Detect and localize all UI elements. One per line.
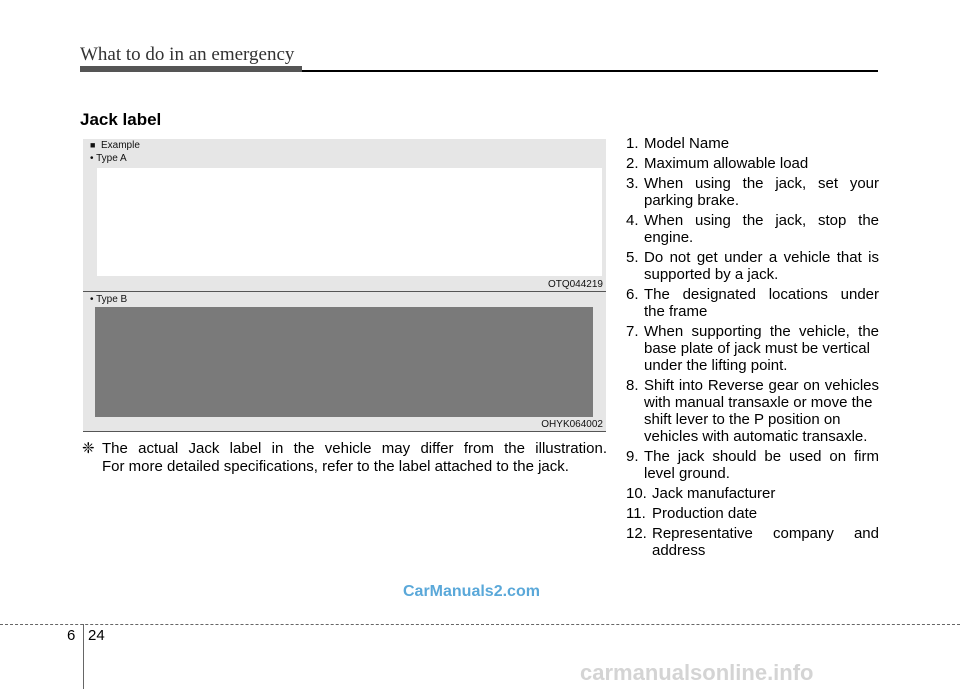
list-item: 3. When using the jack, set your parking brake.	[626, 175, 879, 209]
list-item: 4. When using the jack, stop the engine.	[626, 212, 879, 246]
list-item: 12. Representative company and address	[626, 525, 879, 559]
note-line-1: The actual Jack label in the vehicle may differ from the illustration.	[102, 440, 607, 457]
type-a-label: • Type A	[90, 153, 127, 164]
type-b-label: • Type B	[90, 294, 128, 305]
footer-dashed-rule	[0, 624, 960, 625]
list-item: 5. Do not get under a vehicle that is supported by a jack.	[626, 249, 879, 283]
page-number-divider	[83, 624, 84, 689]
footer-site-link[interactable]: carmanualsonline.info	[580, 660, 814, 685]
type-b-code: OHYK064002	[541, 419, 603, 430]
list-item: 9. The jack should be used on firm level ground.	[626, 448, 879, 482]
figure-separator	[83, 291, 606, 292]
figure-bottom-rule	[83, 431, 606, 432]
legend-example: Example	[101, 140, 140, 151]
list-item: 2. Maximum allowable load	[626, 155, 809, 172]
title-rule-thick	[80, 66, 302, 72]
legend-marker: ■	[90, 140, 96, 150]
label-item-list	[626, 135, 879, 562]
section-title: What to do in an emergency	[80, 44, 295, 65]
list-item: 6. The designated locations under the frame	[626, 286, 879, 320]
type-a-label-image	[97, 168, 602, 276]
note-symbol: ❈	[82, 440, 95, 457]
list-item: 1. Model Name	[626, 135, 730, 152]
type-a-code: OTQ044219	[547, 279, 603, 290]
page-number: 24	[88, 627, 105, 644]
chapter-number: 6	[67, 627, 76, 644]
type-b-label-image	[95, 307, 593, 417]
title-rule-thin	[302, 70, 878, 72]
list-item: 11. Production date	[626, 505, 758, 522]
jack-label-figure	[83, 139, 606, 432]
list-item: 7. When supporting the vehicle, the base plate of jack must be vertical under the lifting point.	[626, 323, 879, 374]
page-heading: Jack label	[80, 110, 162, 129]
list-item: 10. Jack manufacturer	[626, 485, 776, 502]
note-line-2: For more detailed specifications, refer to the label attached to the jack.	[102, 458, 569, 475]
list-item: 8. Shift into Reverse gear on vehicles with manual transaxle or move the shift lever to the P position on vehicles with automatic transaxle.	[626, 377, 879, 445]
watermark-link[interactable]: CarManuals2.com	[403, 583, 540, 600]
